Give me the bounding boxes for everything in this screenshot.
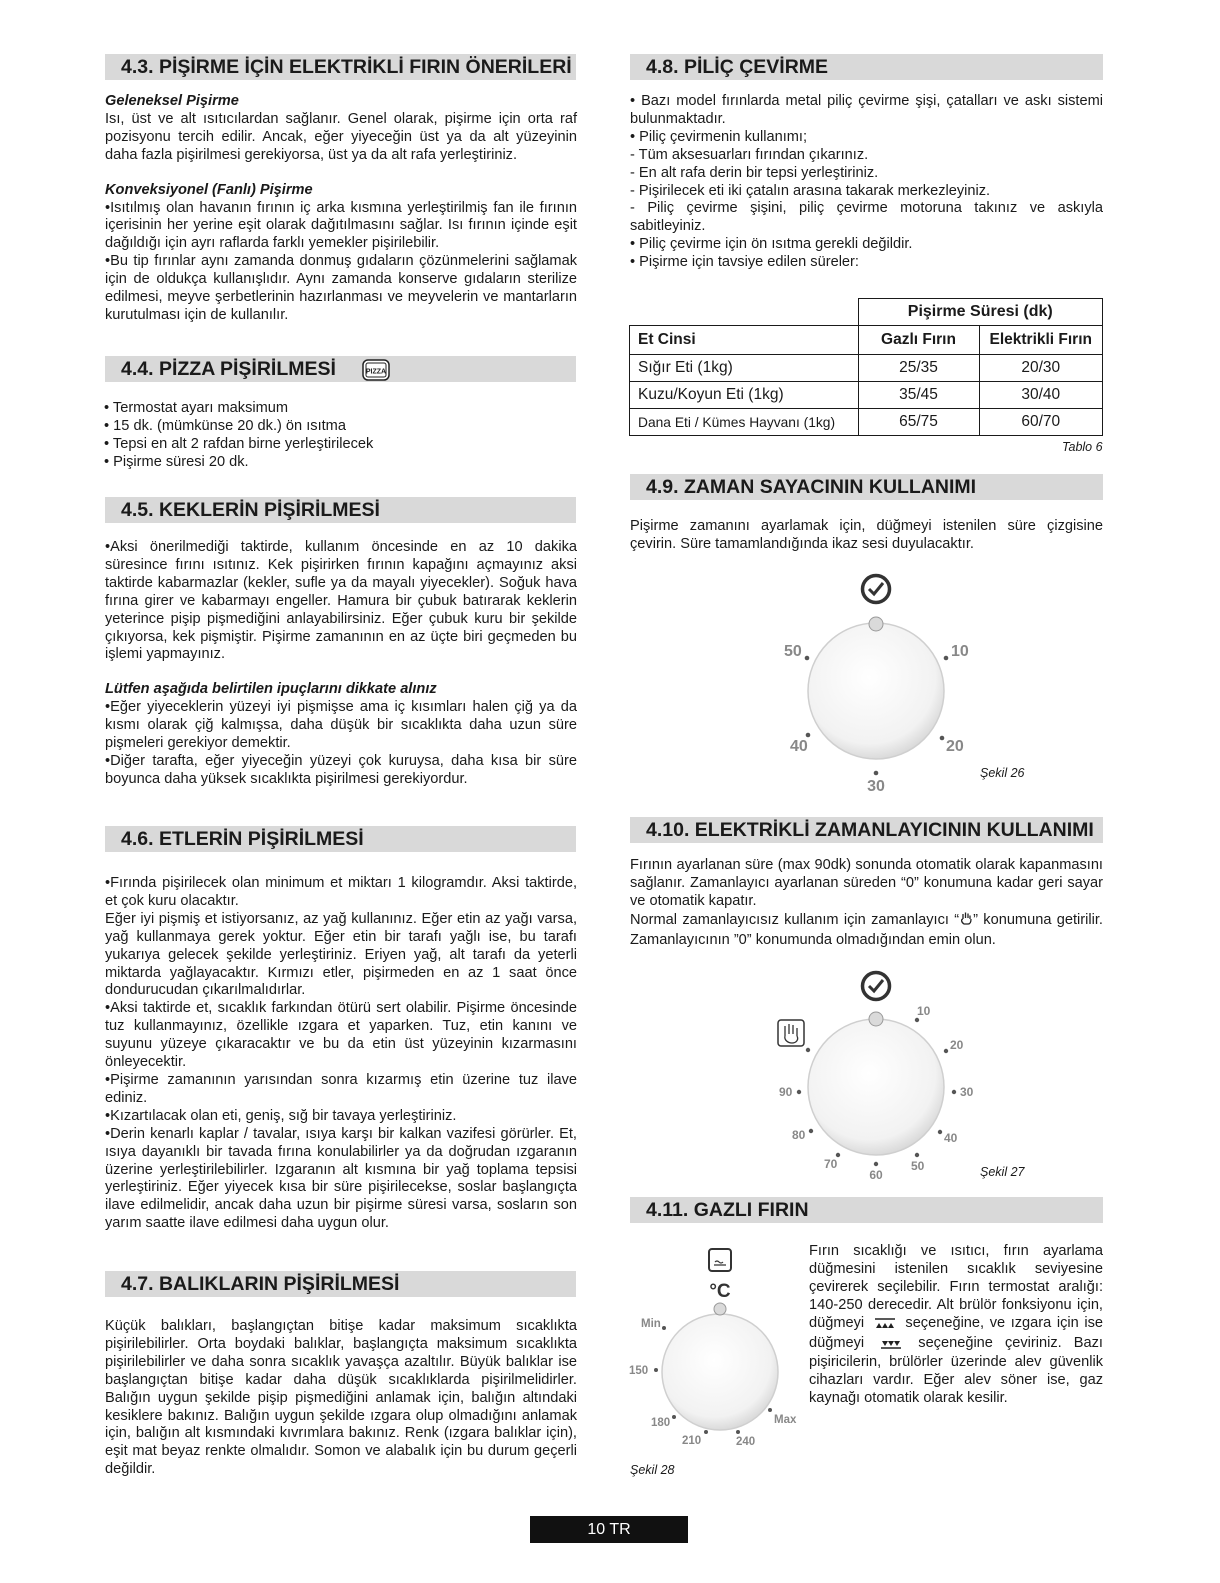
dial-mark-180: 180 (651, 1417, 671, 1429)
paragraph: •Kızartılacak olan eti, geniş, sığ bir tavaya yerleştiriniz. (105, 1107, 457, 1124)
paragraph: •Aksi önerilmediği taktirde, kullanım öncesinde en az 10 dakika süresince fırını ısıtınız. Kek pişirirken fırının kapağını açmayınız aksi taktirde kabarmazlar (kekler, sufle ya da mayalı yiyecekler). Soğuk hava fırına girer ve kabarmayı engeller. Hamura bir çubuk batırarak keklerin yeterince pişip pişmediğini anlayabilirsiniz. Eğer çubuk kuru bir şekilde çıkıyorsa, kek pişmiştir. Pişirme zamanının en az üçte biri geçmeden bu işlemi yapmayınız. (105, 539, 577, 663)
temperature-knob[interactable] (662, 1314, 778, 1430)
list-item: • Tepsi en alt 2 rafdan birne yerleştirilecek (104, 435, 374, 452)
grill-burner-icon (880, 1337, 902, 1355)
knob-indicator (869, 1012, 883, 1026)
section-4-4-list (104, 400, 576, 472)
dial-mark-50: 50 (911, 1159, 925, 1173)
paragraph: Fırının ayarlanan süre (max 90dk) sonunda otomatik olarak kapanmasını sağlanır. Zamanlayıcı ayarlanan süreden “0” konumuna kadar geri sayar ve otomatik kapatır. (630, 857, 1103, 909)
dial-mark-20: 20 (946, 738, 964, 755)
table-cell: Kuzu/Koyun Eti (1kg) (630, 382, 859, 409)
table-cell: 25/35 (858, 355, 979, 382)
paragraph: Eğer iyi pişmiş et istiyorsanız, az yağ kullanınız. Eğer etin az yağı varsa, yağ kullanmaya gerek yoktur. Eğer etin bir tarafı yağlı ise, bu tarafı yukarıya gelecek şekilde yerleştiriniz. Eriyen yağ, alt tarafı da yeterli miktarda yağlayacaktır. Kırmızı etler, pişirmeden en az 1 saat önce dondurucudan çıkarılmalıdırlar. (105, 910, 577, 999)
timer-dial-figure (760, 565, 1000, 805)
section-4-8-heading: 4.8. PİLİÇ ÇEVİRME (630, 54, 1103, 80)
clock-icon (863, 973, 890, 1000)
table-cell: Sığır Eti (1kg) (630, 355, 859, 382)
dial-mark-max: Max (774, 1414, 797, 1426)
oven-icon (709, 1249, 731, 1271)
table-group-header: Pişirme Süresi (dk) (858, 299, 1103, 326)
gas-oven-dial-figure (620, 1242, 805, 1457)
section-4-8-body (630, 93, 1103, 272)
table-col-header: Et Cinsi (630, 326, 859, 355)
table-cell: 60/70 (979, 409, 1103, 436)
dial-mark-240: 240 (736, 1436, 756, 1448)
section-4-6-heading: 4.6. ETLERİN PİŞİRİLMESİ (105, 826, 576, 852)
timer-knob[interactable] (808, 1019, 944, 1155)
dial-mark-10: 10 (951, 643, 969, 660)
figure-caption: Şekil 27 (980, 1165, 1025, 1179)
table-col-header: Gazlı Fırın (858, 326, 979, 355)
paragraph: •Bu tip fırınlar aynı zamanda donmuş gıdaların çözünmelerini sağlamak için de oldukça kullanışlıdır. Aynı zamanda konserve gıdaların sterilize edilmesi, meyve şerbetlerinin hazırlanması ve meyvelerin ve mantarların kurutulması için de kullanılır. (105, 253, 577, 323)
section-4-4-heading (105, 356, 576, 382)
dial-mark-10: 10 (917, 1004, 931, 1018)
section-4-7-heading: 4.7. BALIKLARIN PİŞİRİLMESİ (105, 1271, 576, 1297)
list-item: • Piliç çevirme için ön ısıtma gerekli değildir. (630, 236, 913, 253)
dial-mark-30: 30 (960, 1085, 974, 1099)
section-4-5-heading: 4.5. KEKLERİN PİŞİRİLMESİ (105, 497, 576, 523)
section-4-6-body (105, 875, 577, 1233)
timer-knob[interactable] (808, 623, 944, 759)
section-4-7-body (105, 1318, 577, 1479)
manual-mode-icon (778, 1020, 804, 1046)
table-row (630, 355, 1103, 382)
subheading-convection: Konveksiyonel (Fanlı) Pişirme (105, 181, 313, 198)
paragraph: •Isıtılmış olan havanın fırının iç arka kısmına yerleştirilmiş fan ile fırının içerisinin her yerine eşit olarak dağıtılmasını sağlar. Isı fırının içinde eşit dağıldığı için ayrı raflarda farklı yemekler pişirilebilir. (105, 199, 577, 252)
section-4-10-heading: 4.10. ELEKTRİKLİ ZAMANLAYICININ KULLANIMI (630, 817, 1103, 843)
dial-mark-40: 40 (790, 738, 808, 755)
text-fragment: Fırın sıcaklığı ve ısıtıcı, fırın ayarlama düğmesini istenilen sıcaklık seviyesine çevirerek seçilebilir. Fırın termostat aralığı: 140-250 derecedir. Alt brülör fonksiyonu için, düğmeyi (809, 1243, 1103, 1331)
section-4-10-body (630, 857, 1103, 950)
page-number: 10 TR (530, 1516, 688, 1543)
paragraph: •Pişirme zamanının yarısından sonra kızarmış etin üzerine tuz ilave ediniz. (105, 1071, 577, 1106)
subheading-tips: Lütfen aşağıda belirtilen ipuçlarını dikkate alınız (105, 681, 437, 698)
list-item: - En alt rafa derin bir tepsi yerleştiriniz. (630, 164, 879, 181)
list-item: • Piliç çevirmenin kullanımı; (630, 128, 808, 145)
text-fragment: Normal zamanlayıcısız kullanım için zamanlayıcı “ (630, 911, 960, 928)
table-cell: Dana Eti / Kümes Hayvanı (1kg) (630, 409, 859, 436)
section-4-4-title: 4.4. PİZZA PİŞİRİLMESİ (121, 358, 336, 380)
table-cell: 30/40 (979, 382, 1103, 409)
figure-caption: Şekil 26 (980, 766, 1025, 780)
list-item: • Pişirme süresi 20 dk. (104, 453, 249, 470)
list-item: • 15 dk. (mümkünse 20 dk.) ön ısıtma (104, 417, 346, 434)
table-cell: 65/75 (858, 409, 979, 436)
paragraph (809, 1243, 1103, 1408)
celsius-label: °C (709, 1281, 731, 1302)
text-fragment: ” konumuna getirilir. Zamanlayıcının ”0” konumunda olmadığından emin olun. (630, 911, 1103, 948)
paragraph: Pişirme zamanını ayarlamak için, düğmeyi istenilen süre çizgisine çevirin. Süre tamamlandığında ikaz sesi duyulacaktır. (630, 518, 1103, 552)
section-4-5-body (105, 539, 577, 789)
dial-mark-60: 60 (869, 1168, 883, 1182)
knob-indicator (714, 1303, 726, 1315)
table-cell: 35/45 (858, 382, 979, 409)
dial-mark-min: Min (641, 1318, 661, 1330)
section-4-9-heading: 4.9. ZAMAN SAYACININ KULLANIMI (630, 474, 1103, 500)
table-col-header: Elektrikli Fırın (979, 326, 1103, 355)
list-item: - Pişirilecek eti iki çatalın arasına takarak merkezleyiniz. (630, 182, 991, 199)
svg-text:PIZZA: PIZZA (365, 368, 387, 376)
section-4-11-body (809, 1243, 1103, 1408)
knob-indicator (869, 617, 883, 631)
dial-mark-20: 20 (950, 1038, 964, 1052)
bottom-burner-icon (874, 1317, 896, 1335)
section-4-3-body (105, 93, 577, 325)
subheading-conventional: Geleneksel Pişirme (105, 93, 239, 109)
dial-mark-150: 150 (629, 1365, 649, 1377)
list-item: - Tüm aksesuarları fırından çıkarınız. (630, 146, 869, 163)
paragraph: •Diğer tarafta, eğer yiyeceğin yüzeyi çok kuruysa, daha kısa bir süre boyunca daha yüksek sıcaklıkta pişirilmesi gerekiyordur. (105, 752, 577, 787)
list-item: • Termostat ayarı maksimum (104, 400, 289, 416)
dial-mark-80: 80 (792, 1128, 806, 1142)
figure-caption: Şekil 28 (630, 1463, 675, 1477)
electric-timer-figure (770, 962, 1010, 1192)
list-item: - Piliç çevirme şişini, piliç çevirme motoruna takınız ve askıyla sabitleyiniz. (630, 200, 1103, 235)
dial-mark-30: 30 (867, 778, 885, 795)
clock-icon (863, 576, 890, 603)
list-item: • Pişirme için tavsiye edilen süreler: (630, 254, 859, 271)
pizza-icon (362, 359, 390, 388)
dial-mark-40: 40 (944, 1131, 958, 1145)
table-caption: Tablo 6 (1062, 440, 1103, 454)
paragraph: Küçük balıkları, başlangıçtan bitişe kadar maksimum sıcaklıkta pişirilebilirler. Orta boydaki balıklar, başlangıçta maksimum sıcaklıkta pişirilebilirler ve daha sonra sıcaklık yavaşça azaltılır. Büyük balıklar ise başlangıçtan bitişe kadar daha düşük sıcaklıklarda pişirilmelidirler. Balığın uygun şekilde pişip pişmediğini anlamak için, balığın altındaki kesiklere bakınız. Balığın uygun şekilde ızgara olup olmadığını anlamak için, balığın alt kısmındaki kıvrımlara bakınız. Renk (ızgara balıklar için), eşit mat beyaz renkte olmalıdır. Somon ve alabalık için bu durum geçerli değildir. (105, 1318, 577, 1478)
cooking-time-table (629, 298, 1103, 436)
paragraph: •Eğer yiyeceklerin yüzeyi iyi pişmişse ama iç kısımları halen çiğ ya da kısmı olarak çiğ kalmışsa, daha düşük bir sıcaklıkta daha uzun süre pişmeleri gerekiyor demektir. (105, 699, 577, 752)
table-row (630, 409, 1103, 436)
table-row (630, 382, 1103, 409)
text-fragment: seçeneğine çeviriniz. Bazı pişiricilerin, brülörler üzerinde alev güvenlik cihazları vardır. Eğer alev söner ise, gaz kaynağı otomatik olarak kesilir. (809, 1334, 1103, 1407)
table-cell: 20/30 (979, 355, 1103, 382)
dial-mark-90: 90 (779, 1085, 793, 1099)
section-4-9-body (630, 518, 1103, 554)
paragraph: •Aksi taktirde et, sıcaklık farkından ötürü sert olabilir. Pişirme öncesinde tuz kullanmayınız, özellikle ızgara et yaparken. Tuz, etin kanını ve suyunu yüzeye çıkaracaktır ve bu da etin üst yüzeyinin kızarmasını önleyecektir. (105, 1000, 577, 1071)
dial-mark-70: 70 (824, 1157, 838, 1171)
paragraph: •Fırında pişirilecek olan minimum et miktarı 1 kilogramdır. Aksi taktirde, et çok kuru olacaktır. (105, 875, 577, 909)
section-4-3-heading: 4.3. PİŞİRME İÇİN ELEKTRİKLİ FIRIN ÖNERİLERİ (105, 54, 576, 80)
manual-hand-icon (959, 911, 973, 932)
paragraph: • Bazı model fırınlarda metal piliç çevirme şişi, çatalları ve askı sistemi bulunmaktadır. (630, 93, 1103, 127)
dial-mark-50: 50 (784, 643, 802, 660)
section-4-11-heading: 4.11. GAZLI FIRIN (630, 1197, 1103, 1223)
dial-mark-210: 210 (682, 1435, 702, 1447)
paragraph (630, 911, 1103, 950)
paragraph: Isı, üst ve alt ısıtıcılardan sağlanır. Genel olarak, pişirme için orta raf pozisyonu tercih edilir. Ancak, eğer yiyeceğin üst ya da alt yüzeyinin daha fazla pişirilmesi gerekiyorsa, üst ya da alt rafa yerleştiriniz. (105, 110, 577, 163)
paragraph: •Derin kenarlı kaplar / tavalar, ısıya karşı bir kalkan vazifesi görürler. Et, ısıya dayanıklı bir tavada fırına konulabilirler ya da doğrudan ızgaranın üzerine yerleştirilebilirler. Izgaranın alt kısmına bir yağ toplama tepsisi yerleştiriniz. Eğer yiyecek kısa bir süre pişirilecekse, soslar başlangıçta ilave edilmelidir, ancak daha uzun bir pişirme süresi varsa, sosların son yarım saatte ilave edilmesi daha uygun olur. (105, 1125, 577, 1232)
text-fragment: seçeneğine, ve ızgara için ise düğmeyi (809, 1314, 1104, 1351)
